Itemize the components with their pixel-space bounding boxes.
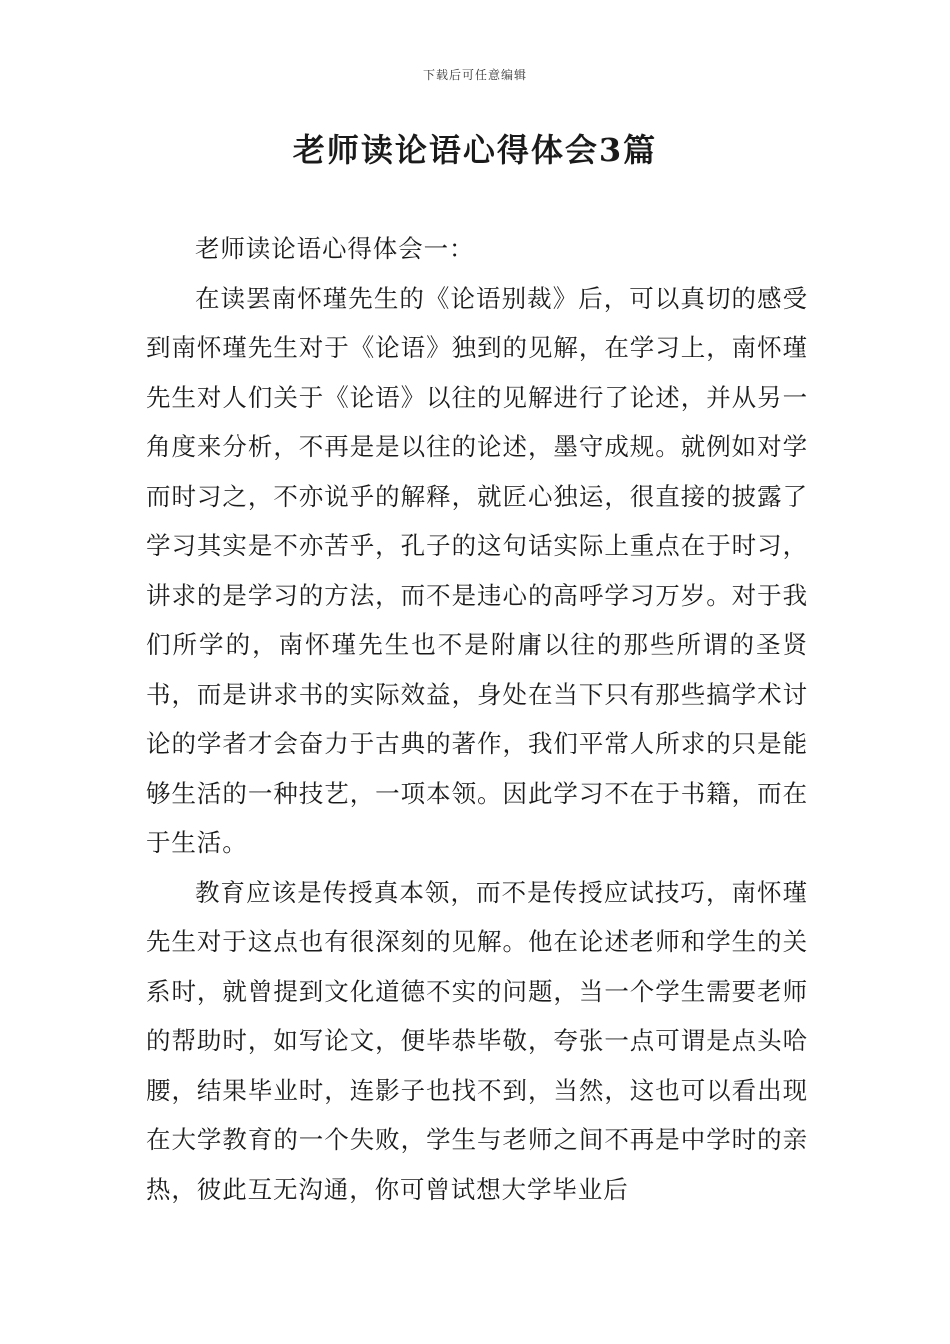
section-heading: 老师读论语心得体会一： bbox=[195, 234, 475, 263]
paragraph-1: 在读罢南怀瑾先生的《论语别裁》后，可以真切的感受到南怀瑾先生对于《论语》独到的见解，在学习上，南怀瑾先生对人们关于《论语》以往的见解进行了论述，并从另一角度来分析，不再是是以往的论述，墨守成规。就例如对学而时习之，不亦说乎的解释，就匠心独运，很直接的披露了学习其实是不亦苦乎，孔子的这句话实际上重点在于时习，讲求的是学习的方法，而不是违心的高呼学习万岁。对于我们所学的，南怀瑾先生也不是附庸以往的那些所谓的圣贤书，而是讲求书的实际效益，身处在当下只有那些搞学术讨论的学者才会奋力于古典的著作，我们平常人所求的只是能够生活的一种技艺，一项本领。因此学习不在于书籍，而在于生活。 bbox=[146, 283, 808, 857]
document-body bbox=[146, 224, 808, 1214]
header-note: 下载后可任意编辑 bbox=[422, 68, 527, 82]
document-title: 老师读论语心得体会3篇 bbox=[292, 131, 658, 169]
paragraph-2: 教育应该是传授真本领，而不是传授应试技巧，南怀瑾先生对于这点也有很深刻的见解。他在论述老师和学生的关系时，就曾提到文化道德不实的问题，当一个学生需要老师的帮助时，如写论文，便毕恭毕敬，夸张一点可谓是点头哈腰，结果毕业时，连影子也找不到，当然，这也可以看出现在大学教育的一个失败，学生与老师之间不再是中学时的亲热，彼此互无沟通，你可曾试想大学毕业后 bbox=[146, 877, 808, 1204]
